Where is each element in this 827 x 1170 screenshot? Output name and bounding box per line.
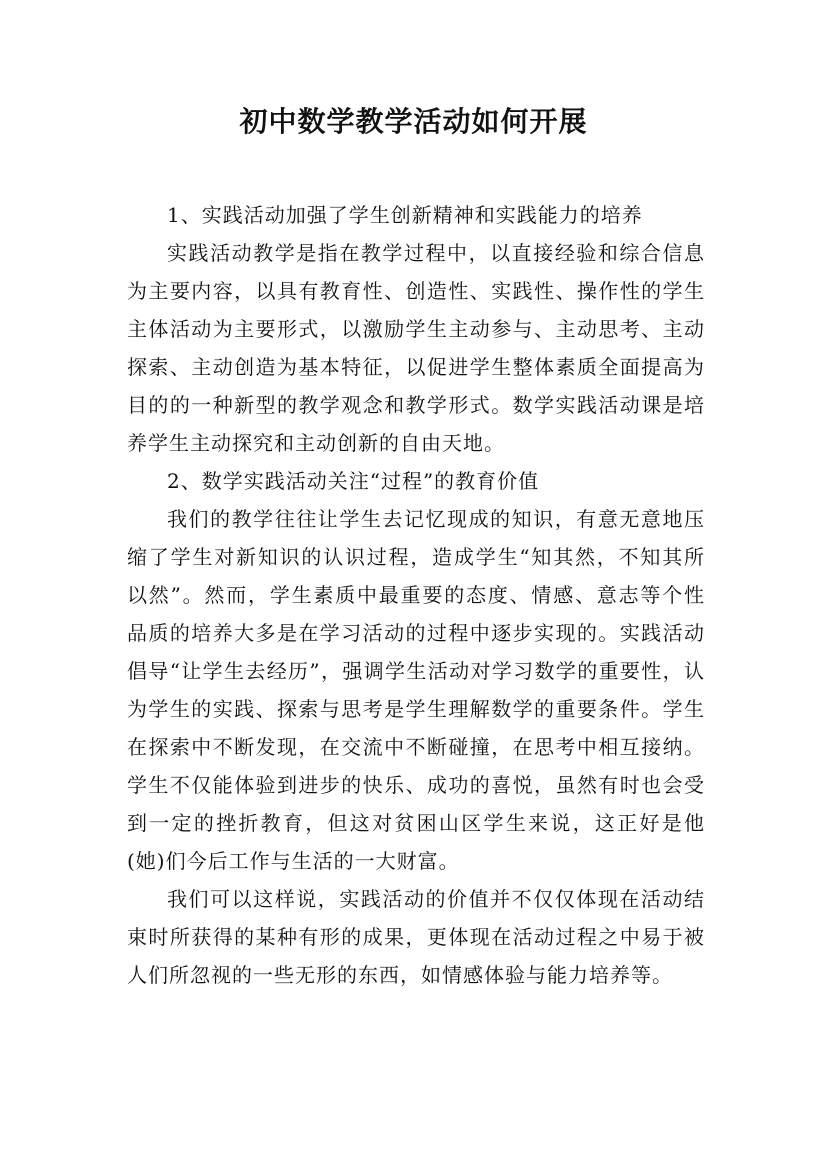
paragraph-heading-2: 2、数学实践活动关注“过程”的教育价值 — [167, 469, 540, 493]
document-body — [127, 196, 705, 994]
document-title: 初中数学教学活动如何开展 — [239, 105, 588, 138]
paragraph-2: 我们的教学往往让学生去记忆现成的知识，有意无意地压缩了学生对新知识的认识过程，造成学生“知其然，不知其所以然”。然而，学生素质中最重要的态度、情感、意志等个性品质的培养大多是在学习活动的过程中逐步实现的。实践活动倡导“让学生去经历”，强调学生活动对学习数学的重要性，认为学生的实践、探索与思考是学生理解数学的重要条件。学生在探索中不断发现，在交流中不断碰撞，在思考中相互接纳。学生不仅能体验到进步的快乐、成功的喜悦，虽然有时也会受到一定的挫折教育，但这对贫困山区学生来说，这正好是他(她)们今后工作与生活的一大财富。 — [127, 507, 705, 873]
paragraph-1: 实践活动教学是指在教学过程中，以直接经验和综合信息为主要内容，以具有教育性、创造性、实践性、操作性的学生主体活动为主要形式，以激励学生主动参与、主动思考、主动探索、主动创造为基本特征，以促进学生整体素质全面提高为目的的一种新型的教学观念和教学形式。数学实践活动课是培养学生主动探究和主动创新的自由天地。 — [127, 241, 705, 455]
paragraph-3: 我们可以这样说，实践活动的价值并不仅仅体现在活动结束时所获得的某种有形的成果，更体现在活动过程之中易于被人们所忽视的一些无形的东西，如情感体验与能力培养等。 — [127, 887, 705, 987]
paragraph-heading-1: 1、实践活动加强了学生创新精神和实践能力的培养 — [167, 203, 643, 227]
